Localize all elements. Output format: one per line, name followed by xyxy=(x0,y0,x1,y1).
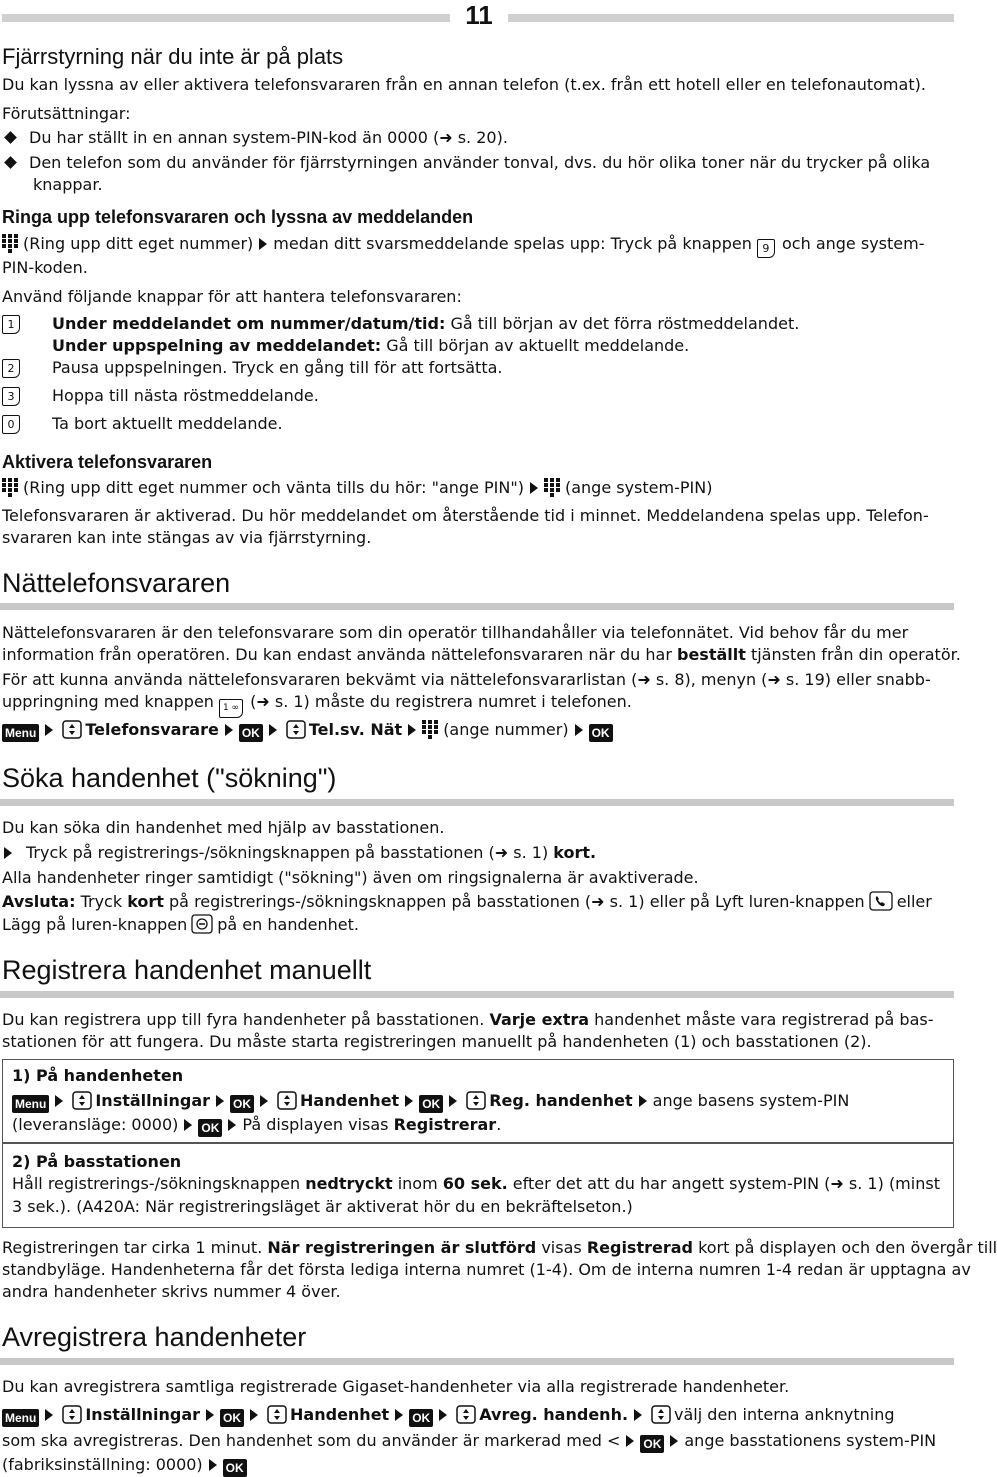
step-arrow-icon xyxy=(449,1095,457,1107)
box2-line2: 3 sek.). (A420A: När registreringsläget är aktiverat hör du en bekräftelseton.) xyxy=(12,1197,633,1216)
section-rule xyxy=(0,991,954,998)
ok-softkey: OK xyxy=(239,724,263,742)
step-arrow-icon xyxy=(575,724,583,736)
paging-p5: Lägg på luren-knappen på en handenhet. xyxy=(2,915,359,934)
step-arrow-icon xyxy=(439,1409,447,1421)
section-title-activate: Aktivera telefonsvararen xyxy=(2,452,213,472)
arrow-right-icon: ➜ xyxy=(256,692,275,711)
keypad-icon xyxy=(2,478,19,497)
section-title-listen: Ringa upp telefonsvararen och lyssna av meddelanden xyxy=(2,207,474,227)
use-keys-label: Använd följande knappar för att hantera telefonsvararen: xyxy=(2,287,462,306)
register-p2: stationen för att fungera. Du måste starta registreringen manuellt på handenheten (1) och basstationen (2). xyxy=(2,1032,872,1051)
network-menu-path: Menu Telefonsvarare OK Tel.sv. Nät (ange nummer) OK xyxy=(2,719,954,742)
box1-line1: Menu Inställningar OK Handenhet OK Reg. handenhet ange basens system-PIN xyxy=(12,1090,954,1113)
paging-p4: Avsluta: Tryck kort på registrerings-/sökningsknappen på basstationen (➜ s. 1) eller på Lyft luren-knappen eller xyxy=(2,892,932,911)
nav-key-icon xyxy=(456,1405,476,1424)
step-arrow-icon xyxy=(260,1095,268,1107)
network-p2b: uppringning med knappen 1 ∞ (➜ s. 1) måste du registrera numret i telefonen. xyxy=(2,691,954,718)
box2-line1: Håll registrerings-/sökningsknappen nedtryckt inom 60 sek. efter det att du har angett system-PIN (➜ s. 1) (minst xyxy=(12,1174,940,1193)
keypad-icon xyxy=(2,234,19,253)
ok-softkey: OK xyxy=(419,1095,443,1113)
paging-p3: Alla handenheter ringer samtidigt ("sökning") även om ringsignalerna är avaktiverade. xyxy=(2,868,699,887)
step-arrow-icon xyxy=(250,1409,258,1421)
arrow-right-icon: ➜ xyxy=(439,128,458,147)
step-arrow-icon xyxy=(395,1409,403,1421)
listen-line-1: (Ring upp ditt eget nummer) medan ditt svarsmeddelande spelas upp: Tryck på knappen 9 och ange system- xyxy=(2,233,954,258)
deregister-line2: som ska avregistreras. Den handenhet som du använder är markerad med < OK ange basstationens system-PIN xyxy=(2,1431,937,1451)
lift-receiver-icon xyxy=(869,891,893,911)
nav-key-icon xyxy=(62,720,82,739)
requirement-2: Den telefon som du använder för fjärrstyrningen använder tonval, dvs. du hör olika toner när du trycker på olika xyxy=(2,152,954,174)
key-function-text: Under uppspelning av meddelandet: Gå till början av aktuellt meddelande. xyxy=(52,336,690,355)
arrow-right-icon: ➜ xyxy=(767,670,786,689)
ok-softkey: OK xyxy=(223,1459,247,1477)
ok-softkey: OK xyxy=(640,1435,664,1453)
paging-p2: Tryck på registrerings-/sökningsknappen på basstationen (➜ s. 1) kort. xyxy=(2,842,954,864)
step-arrow-icon xyxy=(216,1095,224,1107)
page-number: 11 xyxy=(465,0,493,30)
section-title-network-voicemail: Nättelefonsvararen xyxy=(2,568,231,598)
step-arrow-icon xyxy=(408,724,416,736)
deregister-line3: (fabriksinställning: 0000) OK xyxy=(2,1454,954,1477)
nav-key-icon xyxy=(267,1405,287,1424)
network-p1a: Nättelefonsvararen är den telefonsvarare som din operatör tillhandahåller via telefonnätet. Vid behov får du mer xyxy=(2,623,909,642)
step-arrow-icon xyxy=(45,1409,53,1421)
nav-key-icon xyxy=(62,1405,82,1424)
step-arrow-icon xyxy=(45,724,53,736)
box1-line2: (leveransläge: 0000) OK På displayen visas Registrerar. xyxy=(12,1115,502,1135)
listen-line-2: PIN-koden. xyxy=(2,258,88,277)
keypad-icon xyxy=(544,478,561,497)
step-arrow-icon xyxy=(225,724,233,736)
requirement-1: Du har ställt in en annan system-PIN-kod än 0000 (➜ s. 20). xyxy=(2,127,954,149)
step-arrow-icon xyxy=(228,1119,236,1131)
arrow-right-icon: ➜ xyxy=(591,892,610,911)
key-9-icon: 9 xyxy=(757,239,775,258)
menu-softkey: Menu xyxy=(2,724,39,742)
bullet-icon xyxy=(4,131,17,144)
arrow-right-icon: ➜ xyxy=(637,670,656,689)
ok-softkey: OK xyxy=(589,724,613,742)
activate-line-3: svararen kan inte stängas av via fjärrstyrning. xyxy=(2,528,372,547)
step-arrow-icon xyxy=(634,1409,642,1421)
ok-softkey: OK xyxy=(409,1409,433,1427)
nav-key-icon xyxy=(72,1091,92,1110)
key-function-text: Hoppa till nästa röstmeddelande. xyxy=(52,386,319,405)
nav-key-icon xyxy=(466,1091,486,1110)
deregister-path: Menu Inställningar OK Handenhet OK Avreg. handenh. välj den interna anknytning xyxy=(2,1404,954,1427)
section-title-deregister: Avregistrera handenheter xyxy=(2,1322,307,1352)
step-arrow-icon xyxy=(184,1119,192,1131)
nav-key-icon xyxy=(651,1405,671,1424)
menu-softkey: Menu xyxy=(2,1409,39,1427)
box1-title: 1) På handenheten xyxy=(12,1066,184,1085)
step-arrow-icon xyxy=(55,1095,63,1107)
header-rule-left xyxy=(2,14,450,22)
section-title-remote: Fjärrstyrning när du inte är på plats xyxy=(2,44,344,69)
step-arrow-icon xyxy=(670,1435,678,1447)
register-p3: Registreringen tar cirka 1 minut. När registreringen är slutförd visas Registrerad kort på displayen och den övergår till xyxy=(2,1238,997,1257)
step-arrow-icon xyxy=(259,238,267,250)
ok-softkey: OK xyxy=(220,1409,244,1427)
section-rule xyxy=(0,799,954,806)
register-p1: Du kan registrera upp till fyra handenheter på basstationen. Varje extra handenhet måste vara registrerad på bas- xyxy=(2,1010,934,1029)
key-1-voicemail-icon: 1 ∞ xyxy=(219,699,243,718)
header-rule-right xyxy=(508,14,954,22)
step-arrow-icon xyxy=(639,1095,647,1107)
step-arrow-icon xyxy=(209,1459,217,1471)
step-arrow-icon xyxy=(626,1435,634,1447)
key-0-icon: 0 xyxy=(2,415,20,434)
paging-p1: Du kan söka din handenhet med hjälp av basstationen. xyxy=(2,818,445,837)
end-call-icon xyxy=(191,914,213,934)
step-arrow-icon xyxy=(4,847,12,859)
arrow-right-icon: ➜ xyxy=(830,1174,849,1193)
key-3-icon: 3 xyxy=(2,387,20,406)
section-title-paging: Söka handenhet ("sökning") xyxy=(2,763,337,793)
register-p4: standbyläge. Handenheterna får det första lediga interna numret (1-4). Om de interna numren 1-4 redan är upptagna av xyxy=(2,1260,971,1279)
bullet-icon xyxy=(4,156,17,169)
step-arrow-icon xyxy=(206,1409,214,1421)
network-p1b: information från operatören. Du kan endast använda nättelefonsvararen när du har beställt tjänsten från din operatör. xyxy=(2,645,961,664)
key-function-text: Pausa uppspelningen. Tryck en gång till för att fortsätta. xyxy=(52,358,503,377)
register-p5: andra handenheter skrivs nummer 4 över. xyxy=(2,1282,341,1301)
arrow-right-icon: ➜ xyxy=(494,843,514,862)
ok-softkey: OK xyxy=(230,1095,254,1113)
nav-key-icon xyxy=(277,1091,297,1110)
section-rule xyxy=(0,1358,954,1365)
requirements-label: Förutsättningar: xyxy=(2,104,131,123)
key-function-text: Under meddelandet om nummer/datum/tid: Gå till början av det förra röstmeddelandet. xyxy=(52,314,800,333)
box2-title: 2) På basstationen xyxy=(12,1152,182,1171)
remote-intro: Du kan lyssna av eller aktivera telefonsvararen från en annan telefon (t.ex. från ett hotell eller en telefonautomat). xyxy=(2,75,926,94)
key-function-text: Ta bort aktuellt meddelande. xyxy=(52,414,283,433)
step-arrow-icon xyxy=(269,724,277,736)
section-title-register: Registrera handenhet manuellt xyxy=(2,955,372,985)
requirement-2-cont: knappar. xyxy=(33,175,103,194)
menu-softkey: Menu xyxy=(12,1095,49,1113)
deregister-p1: Du kan avregistrera samtliga registrerade Gigaset-handenheter via alla registrerade handenheter. xyxy=(2,1377,790,1396)
key-2-icon: 2 xyxy=(2,359,20,378)
section-rule xyxy=(0,603,954,610)
activate-line-1: (Ring upp ditt eget nummer och vänta tills du hör: "ange PIN") (ange system-PIN) xyxy=(2,477,954,499)
keypad-icon xyxy=(422,720,439,739)
step-arrow-icon xyxy=(405,1095,413,1107)
activate-line-2: Telefonsvararen är aktiverad. Du hör meddelandet om återstående tid i minnet. Meddelandena spelas upp. Telefon- xyxy=(2,506,929,525)
step-arrow-icon xyxy=(530,482,538,494)
ok-softkey: OK xyxy=(198,1119,222,1137)
network-p2a: För att kunna använda nättelefonsvararen bekvämt via nättelefonsvararlistan (➜ s. 8), menyn (➜ s. 19) eller snabb- xyxy=(2,670,931,689)
nav-key-icon xyxy=(286,720,306,739)
key-1-icon: 1 xyxy=(2,315,20,334)
